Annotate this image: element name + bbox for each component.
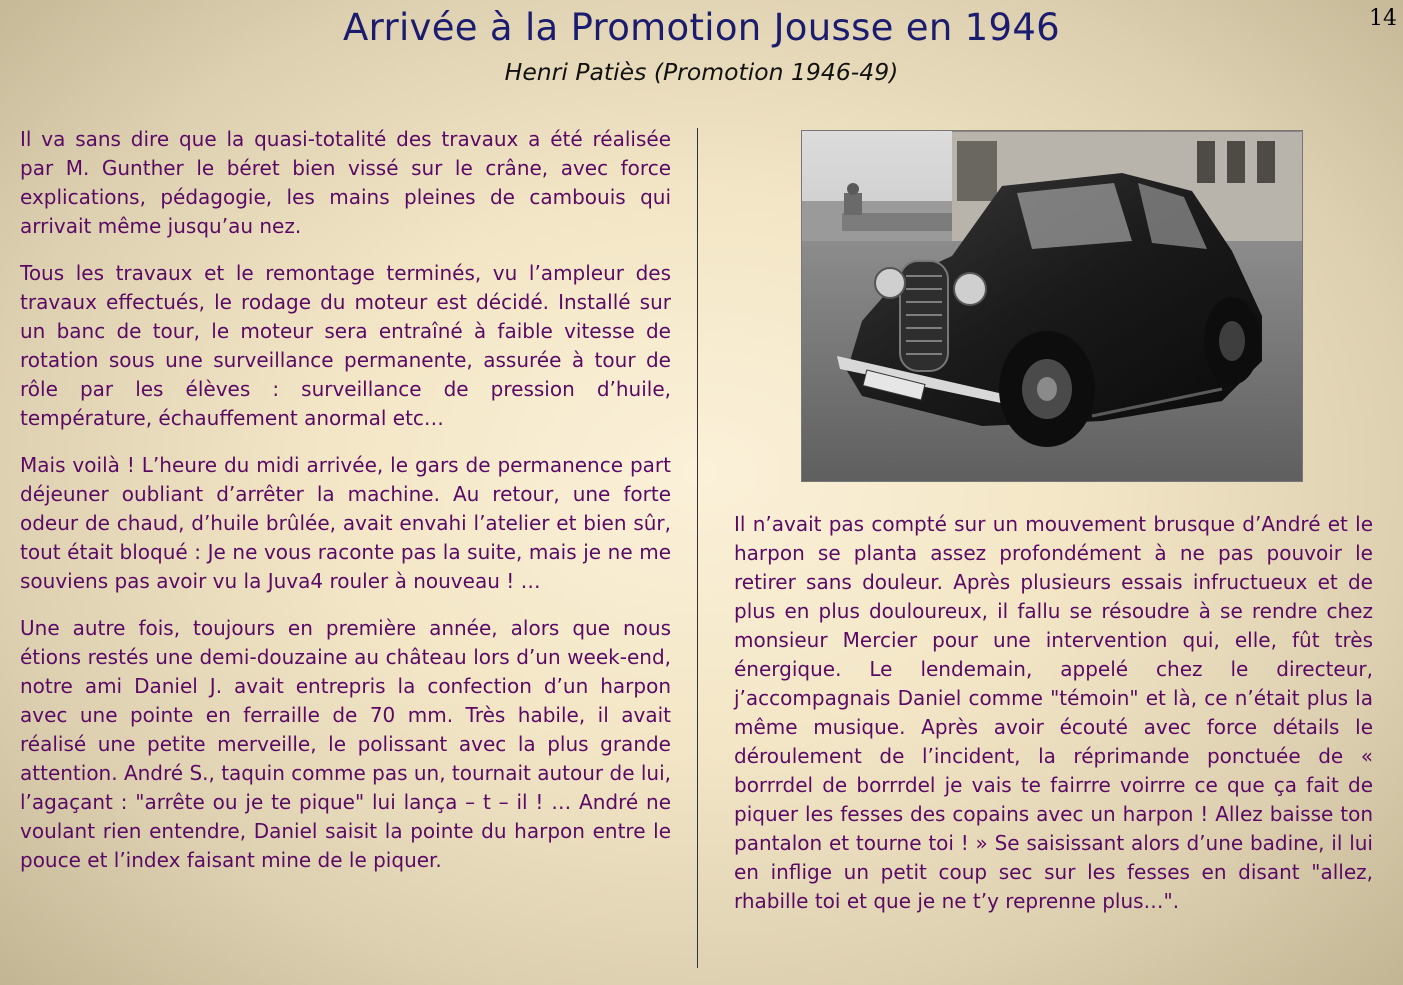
paragraph-4: Une autre fois, toujours en première année, alors que nous étions restés une demi-douzaine au château lors d’un week-end, notre ami Daniel J. avait entrepris la confection d’un harpon avec une pointe en ferraille de 70 mm. Très habile, il avait réalisé une petite merveille, le polissant avec la plus grande attention. André S., taquin comme pas un, tournait autour de lui, l’agaçant : "arrête ou je te pique" lui lança – t – il ! … André ne voulant rien entendre, Daniel saisit la pointe du harpon entre le pouce et l’index faisant mine de le piquer.: [20, 616, 672, 872]
column-divider: [697, 128, 698, 968]
car-photo-icon: [802, 131, 1302, 481]
vintage-car-photo: [801, 130, 1303, 482]
right-paragraph: Il n’avait pas compté sur un mouvement brusque d’André et le harpon se planta assez profondément à ne pas pouvoir le retirer sans douleur. Après plusieurs essais infructueux et de plus en plus douloureux, il fallu se résoudre à se rendre chez monsieur Mercier pour une intervention qui, elle, fût très énergique. Le lendemain, appelé chez le directeur, j’accompagnais Daniel comme "témoin" et là, ce n’était plus la même musique. Après avoir écouté avec force détails le déroulement de l’incident, la réprimande ponctuée de « borrrdel de borrrdel je vais te fairrre voirrre ce que ça fait de piquer les fesses des copains avec un harpon ! Allez baisse ton pantalon et tourne toi ! » Se saisissant alors d’une badine, il lui en inflige un petit coup sec sur les fesses en disant "allez, rhabille toi et que je ne t’y reprenne plus…".: [734, 512, 1373, 913]
paragraph-2: Tous les travaux et le remontage terminés, vu l’ampleur des travaux effectués, le rodage du moteur est décidé. Installé sur un banc de tour, le moteur sera entraîné à faible vitesse de rotation sous une surveillance permanente, assurée à tour de rôle par les élèves : surveillance de pression d’huile, température, échauffement anormal etc…: [20, 261, 671, 430]
paragraph-3: Mais voilà ! L’heure du midi arrivée, le gars de permanence part déjeuner oubliant d’arrêter la machine. Au retour, une forte odeur de chaud, d’huile brûlée, avait envahi l’atelier et bien sûr, tout était bloqué : Je ne vous raconte pas la suite, mais je ne me souviens pas avoir vu la Juva4 rouler à nouveau ! …: [20, 453, 671, 593]
left-column: [20, 125, 671, 875]
right-column: [734, 510, 1373, 916]
page-subtitle: Henri Patiès (Promotion 1946-49): [504, 58, 899, 86]
page-title: Arrivée à la Promotion Jousse en 1946: [342, 6, 1061, 49]
paragraph-1: Il va sans dire que la quasi-totalité des travaux a été réalisée par M. Gunther le béret bien vissé sur le crâne, avec force explications, pédagogie, les mains pleines de cambouis qui arrivait même jusqu’au nez.: [20, 127, 671, 238]
page-number: 14: [1369, 6, 1397, 31]
